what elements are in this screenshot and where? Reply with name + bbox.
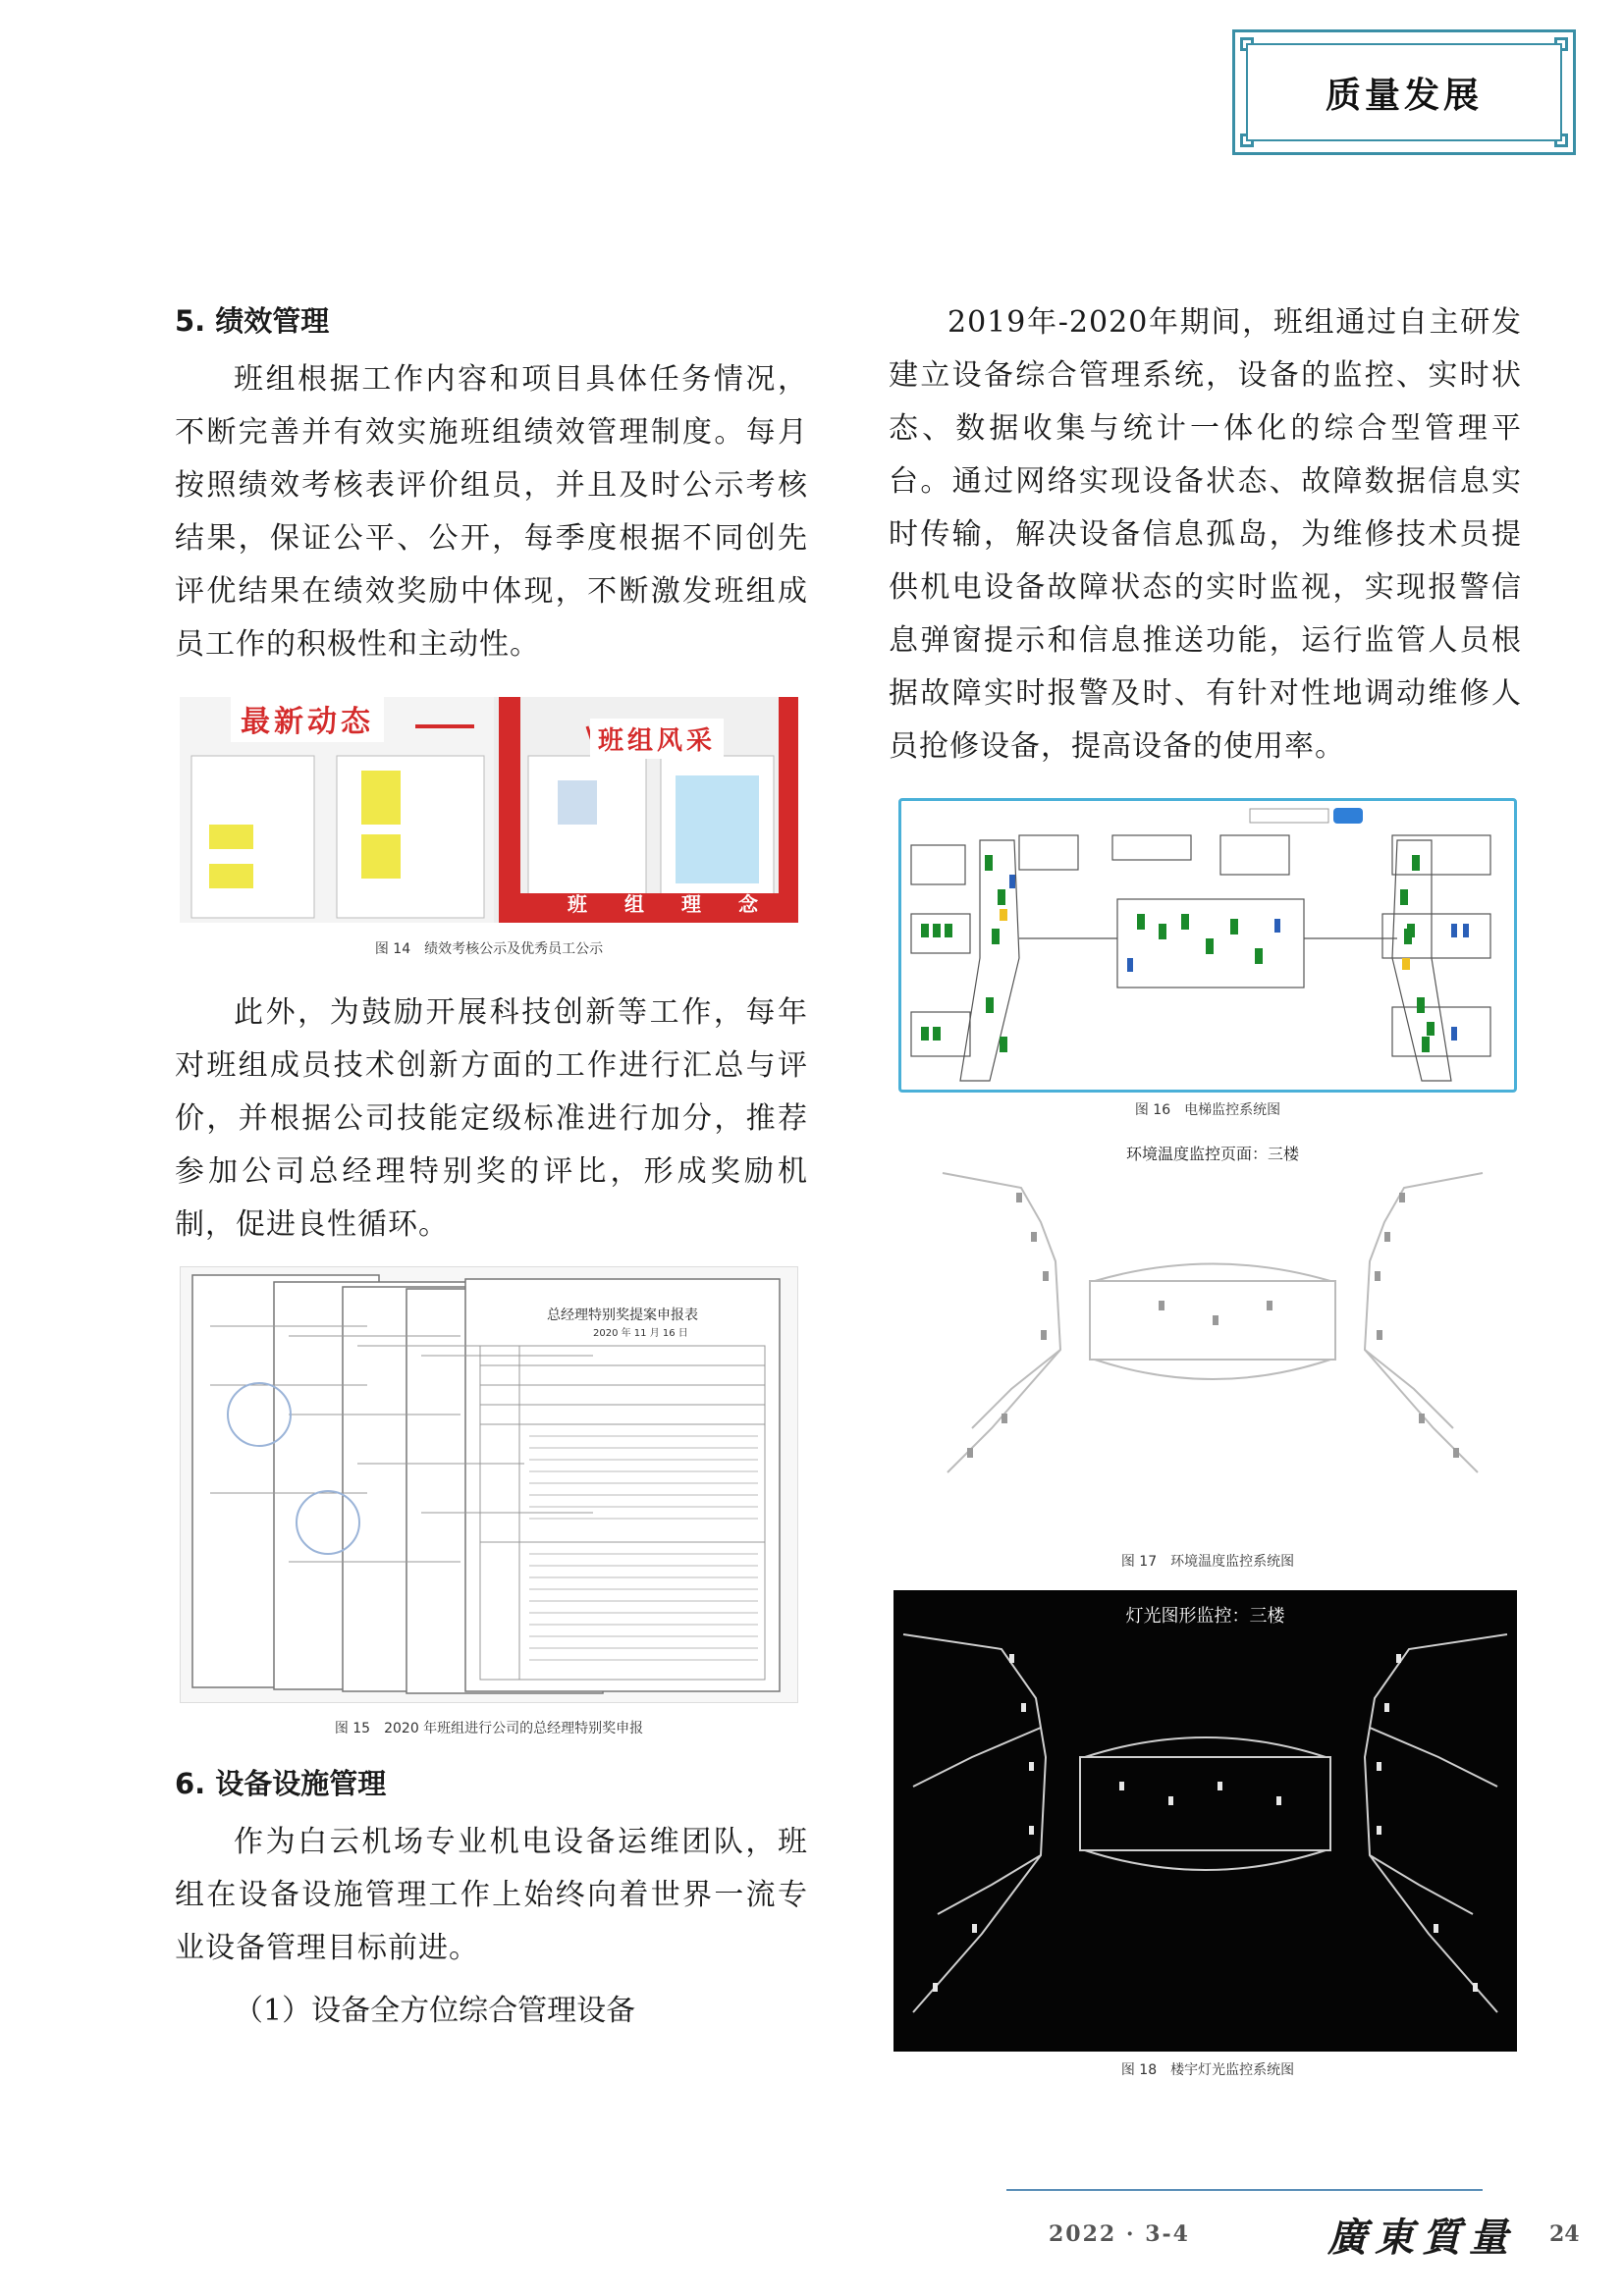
page-number: 24 <box>1549 2221 1580 2247</box>
subheading-comprehensive-management: （1）设备全方位综合管理设备 <box>234 1994 636 2028</box>
figure-15-caption: 图 15 2020 年班组进行公司的总经理特别奖申报 <box>334 1721 644 1736</box>
figure-17-temperature-monitor <box>933 1134 1492 1517</box>
figure-14-caption: 图 14 绩效考核公示及优秀员工公示 <box>374 941 604 957</box>
board-bottom-slogan <box>568 888 758 917</box>
heading-equipment: 6. 设备设施管理 <box>175 1767 387 1800</box>
badge-inner-frame <box>1246 43 1562 141</box>
paragraph-equipment: 作为白云机场专业机电设备运维团队，班组在设备设施管理工作上始终向着世界一流专业设备管理目标前进。 <box>175 1825 808 1965</box>
temperature-page-title: 环境温度监控页面：三楼 <box>1125 1145 1299 1163</box>
figure-18-lighting-monitor <box>893 1590 1517 2052</box>
lighting-floor-plan <box>893 1590 1517 2052</box>
slogan-char: 组 <box>624 892 644 916</box>
paragraph-performance: 班组根据工作内容和项目具体任务情况，不断完善并有效实施班组绩效管理制度。每月按照绩效考核表评价组员，并且及时公示考核结果，保证公平、公开，每季度根据不同创先评优结果在绩效奖励中体现，不断激发班组成员工作的积极性和主动性。 <box>175 362 808 662</box>
figure-14-photo <box>180 697 798 923</box>
application-form-title: 总经理特别奖提案申报表 <box>547 1308 698 1323</box>
temperature-floor-plan <box>933 1134 1492 1517</box>
section-label: 质量发展 <box>1325 75 1483 116</box>
right-column-top <box>889 296 1522 774</box>
figure-18-caption: 图 18 楼宇灯光监控系统图 <box>1120 2062 1295 2078</box>
magazine-name: 廣東質量 <box>1327 2215 1516 2261</box>
figure-17-caption: 图 17 环境温度监控系统图 <box>1120 1554 1295 1570</box>
stacked-documents-illustration <box>181 1267 798 1703</box>
board-right-title: 班组风采 <box>590 719 724 759</box>
application-form-date: 2020 年 11 月 16 日 <box>593 1328 688 1339</box>
lighting-page-title: 灯光图形监控：三楼 <box>1125 1606 1285 1627</box>
footer-divider <box>1006 2189 1483 2191</box>
section-badge <box>1232 29 1576 155</box>
elevator-monitor-illustration <box>901 801 1514 1090</box>
figure-16-caption: 图 16 电梯监控系统图 <box>1134 1102 1281 1118</box>
board-left-title: 最新动态 <box>231 697 384 742</box>
issue-number: 2022 · 3-4 <box>1049 2221 1190 2247</box>
slogan-char: 念 <box>738 892 758 916</box>
left-column-top <box>175 299 808 671</box>
left-column-bottom <box>175 1762 808 2038</box>
slogan-char: 理 <box>681 892 701 916</box>
figure-15-documents <box>180 1266 798 1703</box>
heading-performance: 5. 绩效管理 <box>175 304 330 338</box>
left-column-middle <box>175 987 808 1252</box>
paragraph-innovation: 此外，为鼓励开展科技创新等工作，每年对班组成员技术创新方面的工作进行汇总与评价，并根据公司技能定级标准进行加分，推荐参加公司总经理特别奖的评比，形成奖励机制，促进良性循环。 <box>175 995 808 1242</box>
slogan-char: 班 <box>568 892 587 916</box>
paragraph-management-system: 2019年-2020年期间，班组通过自主研发建立设备综合管理系统，设备的监控、实时状态、数据收集与统计一体化的综合型管理平台。通过网络实现设备状态、故障数据信息实时传输，解决设备信息孤岛，为维修技术员提供机电设备故障状态的实时监视，实现报警信息弹窗提示和信息推送功能，运行监管人员根据故障实时报警及时、有针对性地调动维修人员抢修设备，提高设备的使用率。 <box>889 305 1522 764</box>
figure-16-elevator-monitor <box>898 798 1517 1093</box>
